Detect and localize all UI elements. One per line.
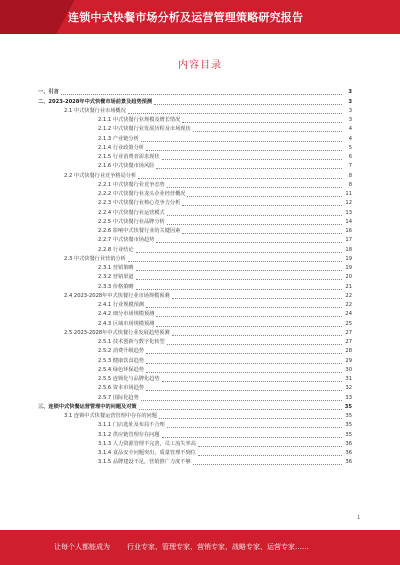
toc-entry[interactable] — [38, 144, 352, 153]
toc-entry-page: 12 — [345, 200, 352, 207]
toc-entry-page: 36 — [345, 450, 352, 456]
toc-entry-label: 2.1 中式快餐行业市场概况 — [64, 107, 126, 114]
toc-entry[interactable] — [38, 97, 352, 106]
toc-leader-dots — [167, 344, 342, 345]
report-title: 连锁中式快餐市场分析及运营管理策略研究报告 — [68, 11, 304, 24]
toc-entry-page: 13 — [345, 209, 352, 216]
toc-entry-label: 2.1.6 中式快餐市场风险 — [98, 163, 155, 170]
toc-leader-dots — [138, 178, 342, 179]
toc-entry[interactable] — [38, 107, 352, 116]
toc-entry-label: 2.4.1 行业规模预测 — [98, 302, 144, 308]
toc-entry[interactable] — [38, 125, 352, 134]
toc-entry-label: 2.1.5 行业消费者需求现状 — [98, 154, 160, 160]
toc-entry-label: 2.2.6 影响中式快餐行业的关键因素 — [98, 228, 181, 234]
toc-entry[interactable] — [38, 208, 352, 217]
toc-leader-dots — [167, 215, 342, 216]
toc-entry[interactable] — [38, 375, 352, 384]
footer-slogan: 让每个人都能成为 — [54, 543, 110, 551]
toc-leader-dots — [193, 131, 342, 132]
table-of-contents — [38, 88, 352, 467]
toc-entry[interactable] — [38, 255, 352, 264]
toc-entry[interactable] — [38, 329, 352, 338]
toc-entry[interactable] — [38, 199, 352, 208]
page-header — [0, 0, 400, 34]
toc-leader-dots — [187, 196, 342, 197]
toc-entry-label: 3.1.5 品牌建设不足，营销推广力度不够 — [98, 459, 191, 466]
toc-entry-label: 2.3.2 营销渠道 — [98, 274, 134, 281]
toc-entry[interactable] — [38, 88, 352, 97]
toc-entry[interactable] — [38, 458, 352, 467]
footer-tagline: 行业专家、管理专家、营销专家、战略专家、运营专家…… — [127, 543, 309, 551]
toc-entry-label: 2.2.1 中式快餐行业竞争态势 — [98, 181, 165, 188]
toc-entry-label: 2.1.3 产业链分析 — [98, 135, 139, 142]
toc-entry-page: 11 — [345, 191, 352, 197]
toc-entry-label: 2.1.1 中式快餐行业规模及增长情况 — [98, 117, 181, 123]
toc-entry-page: 18 — [345, 246, 352, 253]
toc-leader-dots — [172, 298, 342, 299]
toc-entry[interactable] — [38, 236, 352, 245]
toc-entry[interactable] — [38, 273, 352, 282]
toc-entry-page: 30 — [345, 366, 352, 373]
toc-leader-dots — [61, 94, 342, 95]
toc-entry[interactable] — [38, 421, 352, 430]
toc-entry[interactable] — [38, 116, 352, 125]
toc-leader-dots — [156, 326, 342, 327]
toc-leader-dots — [167, 187, 342, 188]
toc-entry-page: 20 — [345, 274, 352, 281]
toc-leader-dots — [156, 316, 342, 317]
toc-heading: 内容目录 — [178, 60, 222, 71]
toc-leader-dots — [198, 455, 342, 456]
toc-entry-label: 2.3.1 营销策略 — [98, 265, 134, 271]
toc-entry-label: 2.5.6 资本市场趋势 — [98, 385, 144, 392]
toc-entry-page: 3 — [348, 89, 352, 96]
toc-leader-dots — [146, 150, 342, 151]
toc-entry-page: 25 — [345, 320, 352, 327]
toc-entry[interactable] — [38, 412, 352, 421]
toc-leader-dots — [167, 224, 342, 225]
toc-leader-dots — [156, 168, 342, 169]
toc-entry[interactable] — [38, 282, 352, 291]
toc-entry-label: 2.2.3 中式快餐行业核心竞争力分析 — [98, 200, 181, 207]
toc-entry[interactable] — [38, 356, 352, 365]
toc-entry-label: 2.2.4 中式快餐行业运营模式 — [98, 209, 165, 216]
toc-entry-page: 21 — [345, 283, 352, 290]
toc-entry-page: 4 — [348, 135, 352, 142]
toc-entry-label: 3.1.3 人力资源管理不完善，员工流失率高 — [98, 440, 196, 447]
toc-entry-page: 32 — [345, 385, 352, 392]
toc-leader-dots — [146, 390, 342, 391]
toc-entry-page: 27 — [345, 339, 352, 345]
toc-leader-dots — [136, 252, 342, 253]
toc-entry[interactable] — [38, 162, 352, 171]
toc-entry[interactable] — [38, 171, 352, 180]
toc-leader-dots — [193, 464, 342, 465]
toc-entry-page: 16 — [345, 228, 352, 234]
toc-leader-dots — [162, 381, 342, 382]
page-number: 1 — [357, 515, 361, 521]
toc-entry-label: 2.2.5 中式快餐行业品牌分析 — [98, 218, 165, 225]
toc-entry[interactable] — [38, 393, 352, 402]
toc-entry-label: 2.5.7 国际化趋势 — [98, 394, 139, 401]
toc-leader-dots — [139, 409, 342, 410]
toc-entry-label: 2.2.2 中式快餐行业龙头企业经营概况 — [98, 191, 186, 197]
toc-leader-dots — [154, 104, 342, 105]
toc-leader-dots — [182, 122, 342, 123]
toc-leader-dots — [182, 233, 342, 234]
toc-entry[interactable] — [38, 218, 352, 227]
toc-leader-dots — [136, 270, 342, 271]
toc-entry-label: 3.1.2 供应链管理存在问题 — [98, 431, 160, 438]
page-footer — [0, 530, 400, 565]
toc-entry-label: 2.1.4 行业政策分析 — [98, 144, 144, 151]
toc-entry[interactable] — [38, 319, 352, 328]
toc-entry-page: 3 — [348, 117, 352, 123]
toc-entry-label: 2.5.4 绿色环保趋势 — [98, 366, 144, 373]
toc-entry-label: 2.3 中式快餐行业营销分析 — [64, 255, 126, 262]
toc-entry-page: 4 — [348, 126, 352, 133]
toc-entry-page: 28 — [345, 348, 352, 355]
toc-leader-dots — [198, 446, 342, 447]
toc-entry[interactable] — [38, 440, 352, 449]
toc-entry-page: 22 — [345, 292, 352, 299]
toc-entry-page: 29 — [345, 357, 352, 364]
toc-entry-label: 二、2023-2028年中式快餐市场前景及趋势预测 — [38, 98, 153, 105]
toc-entry-label: 3.1 连锁中式快餐运营管理中存在的问题 — [64, 413, 157, 419]
toc-entry-page: 5 — [348, 144, 352, 151]
toc-entry[interactable] — [38, 347, 352, 356]
toc-entry-page: 36 — [345, 459, 352, 466]
toc-entry-page: 8 — [348, 181, 352, 188]
toc-entry-page: 35 — [345, 413, 352, 419]
toc-entry-label: 2.5.1 技术创新与数字化转型 — [98, 339, 165, 345]
toc-entry-page: 35 — [345, 422, 352, 429]
toc-entry-page: 35 — [344, 403, 352, 410]
toc-entry[interactable] — [38, 430, 352, 439]
toc-entry[interactable] — [38, 403, 352, 412]
toc-leader-dots — [136, 289, 342, 290]
toc-entry-page: 14 — [345, 218, 352, 225]
toc-entry-page: 27 — [345, 329, 352, 336]
toc-leader-dots — [162, 437, 342, 438]
toc-entry[interactable] — [38, 384, 352, 393]
toc-leader-dots — [141, 141, 342, 142]
toc-leader-dots — [167, 427, 342, 428]
toc-entry-page: 36 — [345, 440, 352, 447]
toc-entry-label: 2.2 中式快餐行业竞争格局分析 — [64, 172, 137, 179]
toc-entry-label: 一、引言 — [38, 89, 59, 96]
toc-entry-page: 17 — [345, 237, 352, 244]
toc-entry[interactable] — [38, 449, 352, 458]
toc-leader-dots — [146, 363, 342, 364]
toc-leader-dots — [141, 400, 342, 401]
toc-entry-page: 31 — [345, 376, 352, 382]
toc-entry-label: 3.1.1 门店选址及布局不合理 — [98, 422, 165, 429]
toc-entry[interactable] — [38, 227, 352, 236]
toc-entry-label: 2.4 2023-2028年中式快餐行业市场规模预测 — [64, 292, 170, 299]
toc-entry[interactable] — [38, 310, 352, 319]
toc-entry-page: 19 — [345, 265, 352, 271]
toc-entry-label: 2.4.2 细分市场规模预测 — [98, 311, 155, 318]
toc-entry[interactable] — [38, 292, 352, 301]
toc-entry[interactable] — [38, 134, 352, 143]
toc-entry-label: 2.3.3 价格策略 — [98, 283, 134, 290]
toc-entry-page: 8 — [348, 172, 352, 179]
toc-leader-dots — [156, 242, 342, 243]
toc-leader-dots — [128, 113, 342, 114]
toc-entry-label: 2.2.8 行业结论 — [98, 246, 134, 253]
toc-entry-label: 2.5.2 消费升级趋势 — [98, 348, 144, 355]
toc-entry-page: 19 — [345, 255, 352, 262]
toc-entry-label: 2.5.5 连锁化与品牌化趋势 — [98, 376, 160, 382]
toc-entry[interactable] — [38, 301, 352, 310]
toc-entry[interactable] — [38, 190, 352, 199]
toc-leader-dots — [146, 353, 342, 354]
toc-leader-dots — [162, 159, 342, 160]
toc-entry-page: 22 — [345, 302, 352, 308]
toc-entry[interactable] — [38, 245, 352, 254]
toc-entry-label: 2.5 2023-2028年中式快餐行业发展趋势预测 — [64, 329, 170, 336]
toc-entry-label: 2.1.2 中式快餐行业发展历程及市场现状 — [98, 126, 191, 133]
toc-leader-dots — [146, 372, 342, 373]
toc-leader-dots — [128, 261, 342, 262]
toc-entry-label: 3.1.4 食品安全问题突出，质量管理不到位 — [98, 450, 196, 456]
toc-entry-label: 2.5.3 健康饮食趋势 — [98, 357, 144, 364]
toc-entry[interactable] — [38, 338, 352, 347]
toc-entry-page: 33 — [345, 394, 352, 401]
toc-entry-label: 三、连锁中式快餐运营管理中的问题及对策 — [38, 403, 137, 410]
toc-entry-page: 7 — [348, 163, 352, 170]
toc-leader-dots — [172, 335, 342, 336]
toc-entry-page: 3 — [348, 107, 352, 114]
toc-entry-page: 35 — [345, 431, 352, 438]
header-decoration — [0, 0, 79, 34]
toc-leader-dots — [159, 418, 342, 419]
toc-entry-page: 3 — [348, 98, 352, 105]
toc-entry[interactable] — [38, 264, 352, 273]
toc-entry[interactable] — [38, 181, 352, 190]
toc-leader-dots — [136, 279, 342, 280]
toc-entry-page: 6 — [348, 154, 352, 160]
toc-leader-dots — [146, 307, 342, 308]
toc-entry-label: 2.2.7 中式快餐市场趋势 — [98, 237, 155, 244]
toc-entry[interactable] — [38, 153, 352, 162]
toc-entry[interactable] — [38, 366, 352, 375]
toc-leader-dots — [182, 205, 342, 206]
toc-entry-label: 2.4.3 区域市场规模预测 — [98, 320, 155, 327]
toc-entry-page: 24 — [345, 311, 352, 318]
